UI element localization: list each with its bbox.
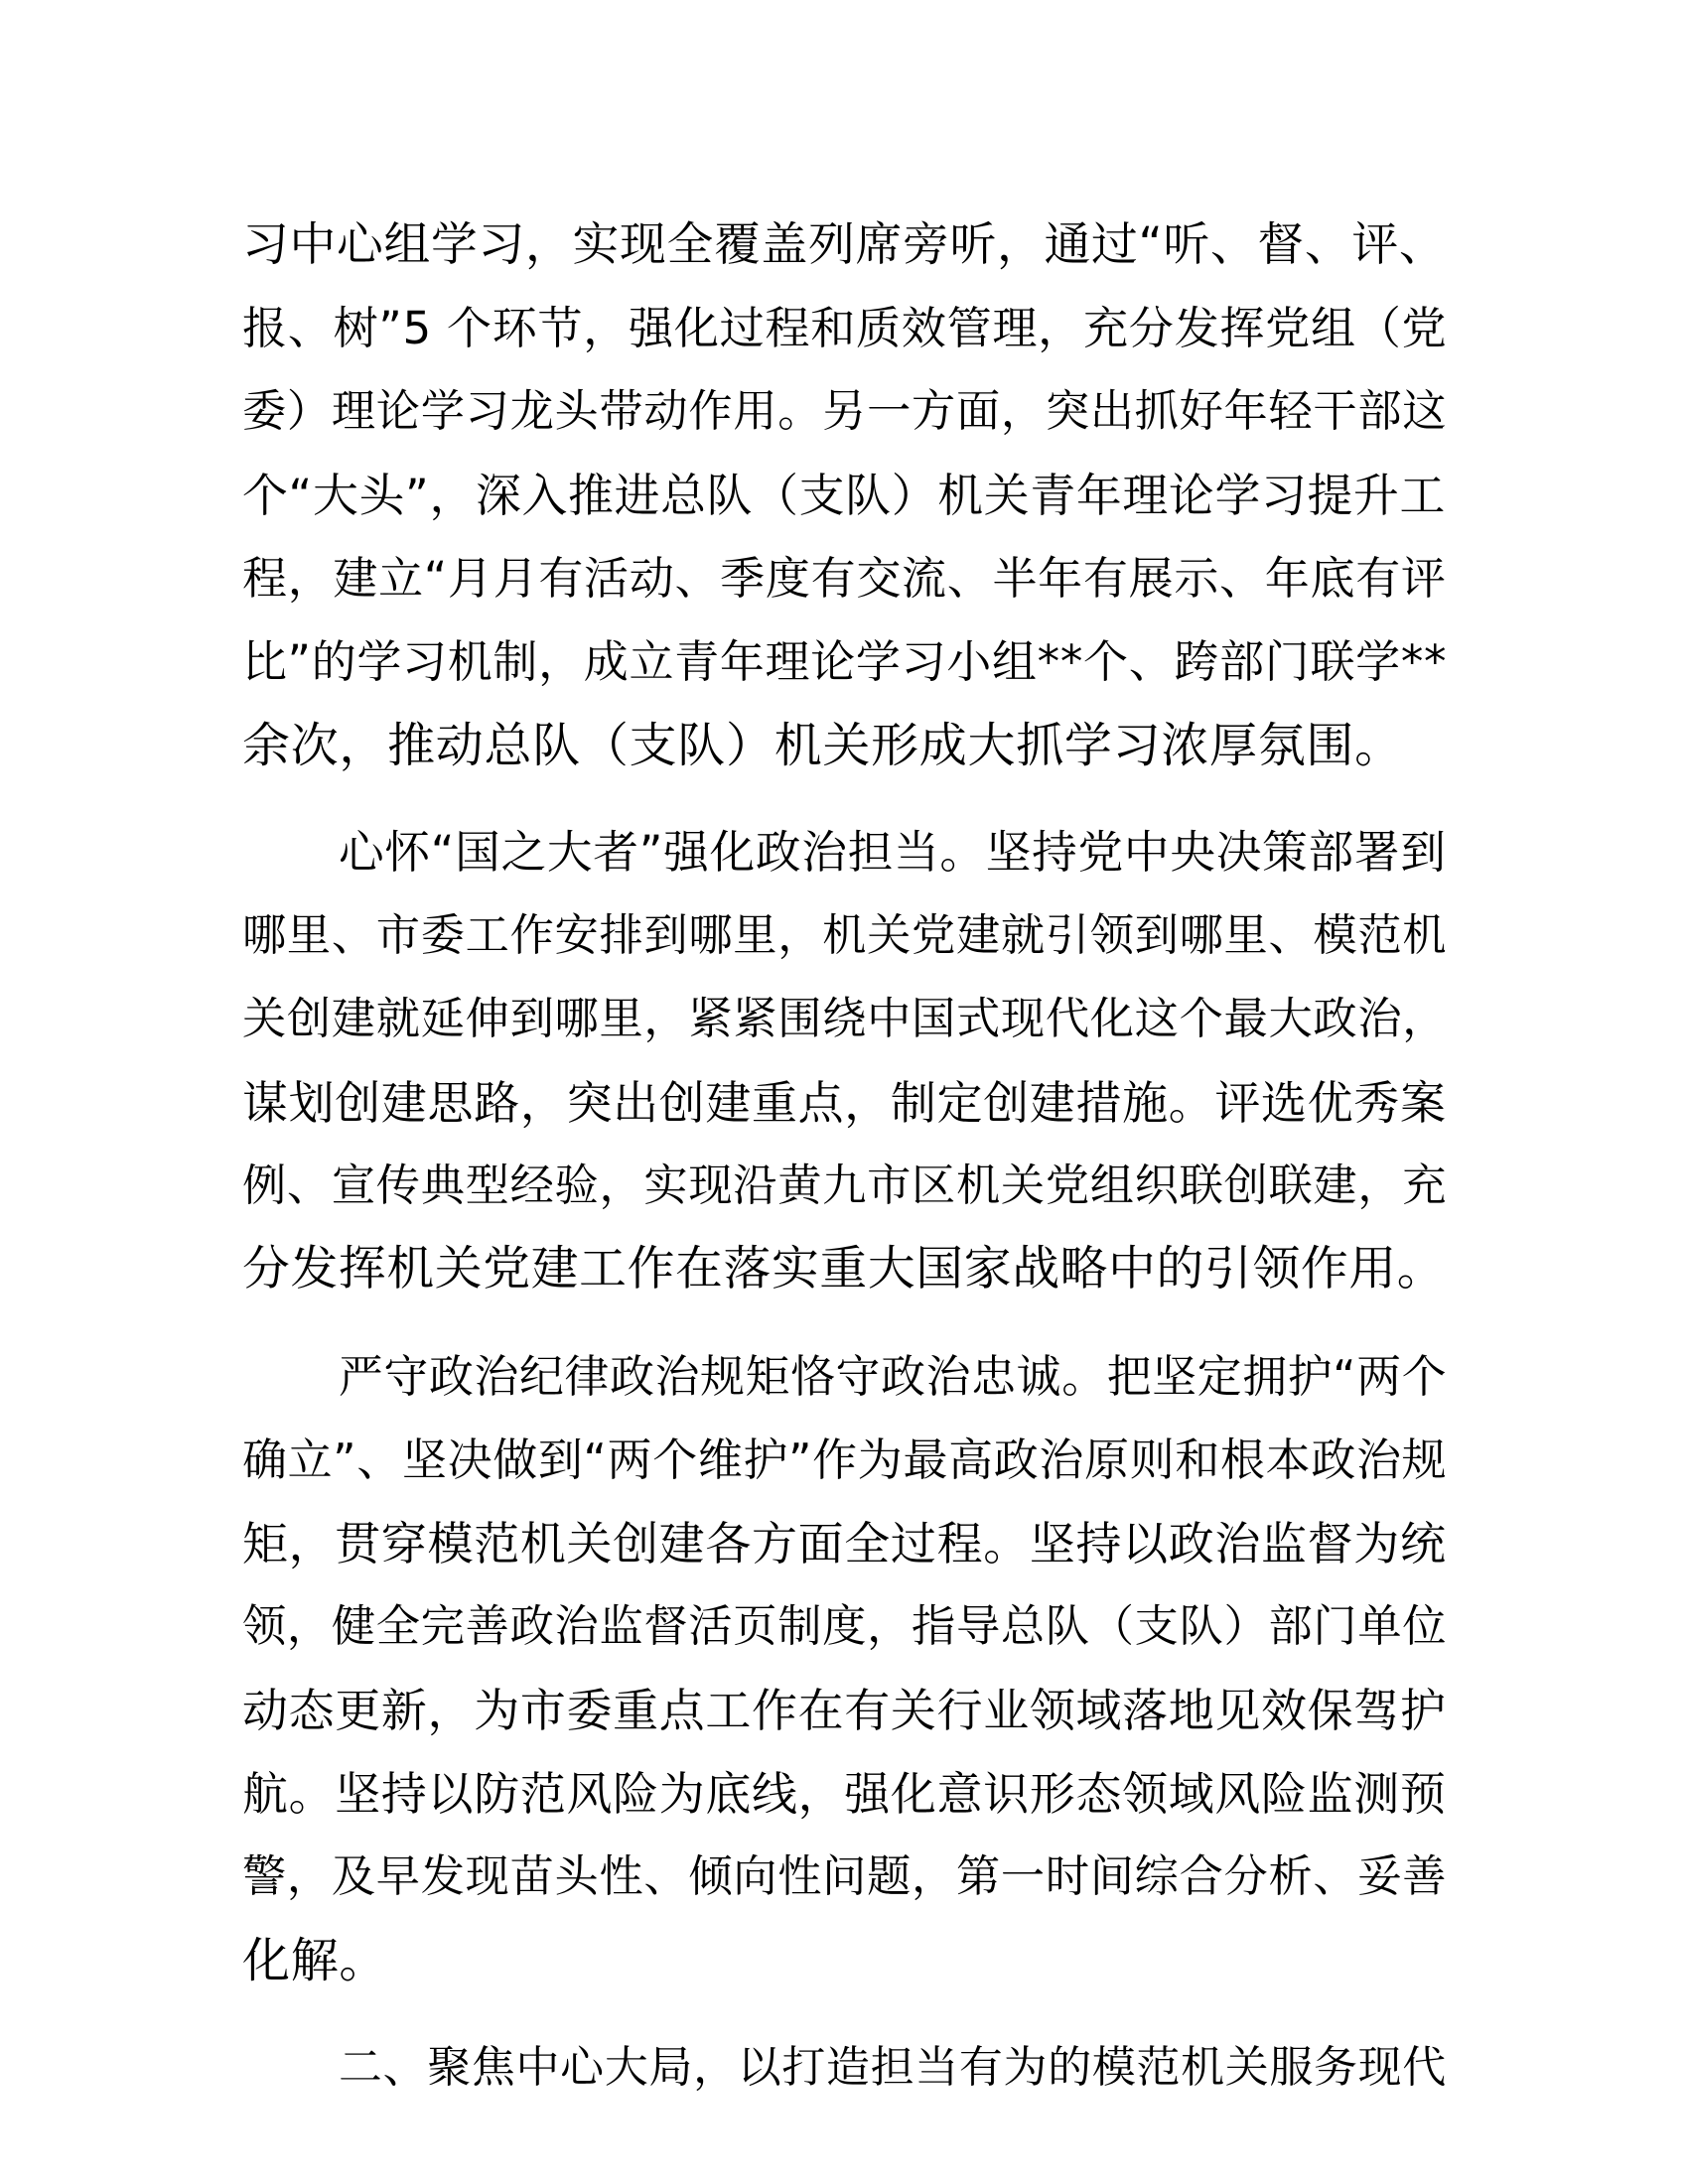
text-line: 严守政治纪律政治规矩恪守政治忠诚。把坚定拥护“两个 [339, 1350, 1448, 1403]
text-line: 委）理论学习龙头带动作用。另一方面，突出抓好年轻干部这 [242, 386, 1448, 437]
paragraph-study-mechanism [242, 204, 1446, 787]
text-line: 化解。 [242, 1933, 388, 1988]
text-line: 矩，贯穿模范机关创建各方面全过程。坚持以政治监督为统 [242, 1517, 1447, 1570]
text-line: 习中心组学习，实现全覆盖列席旁听，通过“听、督、评、 [242, 218, 1447, 272]
text-line: 动态更新，为市委重点工作在有关行业领域落地见效保驾护 [242, 1684, 1447, 1737]
text-line: 二、聚焦中心大局，以打造担当有为的模范机关服务现代 [339, 2042, 1447, 2093]
text-line: 确立”、坚决做到“两个维护”作为最高政治原则和根本政治规 [242, 1433, 1448, 1486]
text-line: 谋划创建思路，突出创建重点，制定创建措施。评选优秀案 [242, 1076, 1447, 1130]
text-line: 比”的学习机制，成立青年理论学习小组**个、跨部门联学** [242, 635, 1448, 688]
text-line: 个“大头”，深入推进总队（支队）机关青年理论学习提升工 [242, 469, 1447, 522]
text-line: 警，及早发现苗头性、倾向性问题，第一时间综合分析、妥善 [242, 1851, 1448, 1902]
text-line: 报、树”5 个环节，强化过程和质效管理，充分发挥党组（党 [242, 302, 1448, 354]
text-line: 余次，推动总队（支队）机关形成大抓学习浓厚氛围。 [242, 718, 1403, 773]
paragraph-political-responsibility [242, 811, 1446, 1311]
text-line: 分发挥机关党建工作在落实重大国家战略中的引领作用。 [242, 1242, 1446, 1297]
document-page [242, 204, 1446, 2133]
text-line: 程，建立“月月有活动、季度有交流、半年有展示、年底有评 [242, 552, 1447, 605]
text-line: 哪里、市委工作安排到哪里，机关党建就引领到哪里、模范机 [242, 910, 1448, 961]
paragraph-political-discipline [242, 1335, 1446, 2002]
text-line: 心怀“国之大者”强化政治担当。坚持党中央决策部署到 [339, 826, 1447, 879]
text-line: 航。坚持以防范风险为底线，强化意识形态领域风险监测预 [242, 1767, 1447, 1821]
paragraph-section-heading [242, 2026, 1446, 2110]
text-line: 例、宣传典型经验，实现沿黄九市区机关党组织联创联建，充 [242, 1160, 1448, 1211]
text-line: 关创建就延伸到哪里，紧紧围绕中国式现代化这个最大政治， [242, 994, 1448, 1044]
text-line: 领，健全完善政治监督活页制度，指导总队（支队）部门单位 [242, 1601, 1448, 1652]
